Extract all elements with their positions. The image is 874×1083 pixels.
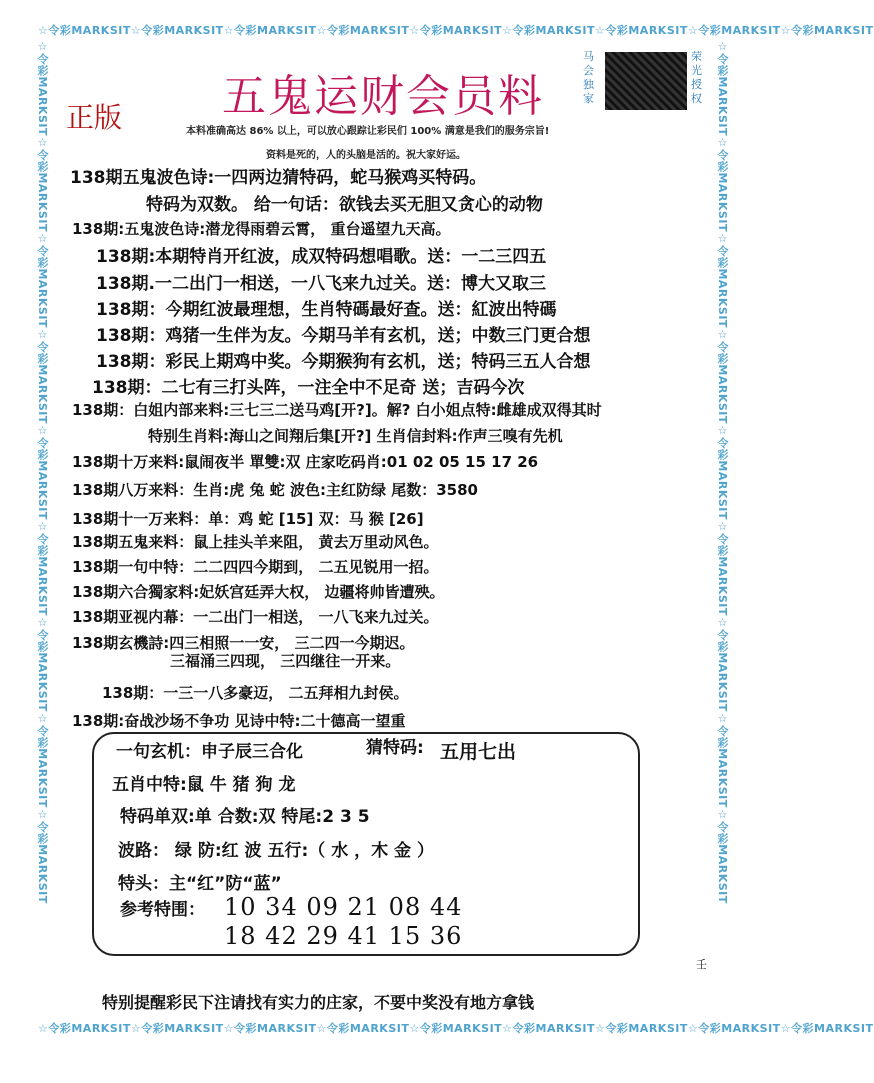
box-odd-even: 特码单双:单 合数:双 特尾:2 3 5 xyxy=(120,807,370,827)
text-line: 138期八万来料：生肖:虎 兔 蛇 波色:主红防绿 尾数：3580 xyxy=(72,481,478,499)
text-line: 138期:五鬼波色诗:潜龙得雨碧云霄， 重台遥望九天高。 xyxy=(72,220,451,238)
tagline-2: 资料是死的，人的头脑是活的。祝大家好运。 xyxy=(266,150,466,161)
text-line: 138期：二七有三打头阵，一注全中不足奇 送；吉码今次 xyxy=(92,378,525,398)
text-line: 138期：今期红波最理想，生肖特碼最好查。送：紅波出特碼 xyxy=(96,300,557,320)
text-line: 138期五鬼波色诗:一四两边猜特码，蛇马猴鸡买特码。 xyxy=(70,168,487,188)
text-line: 138期亚视内幕：一二出门一相送， 一八飞来九过关。 xyxy=(72,608,439,626)
text-line: 138期玄機詩:四三相照一一安， 三二四一今期迟。 xyxy=(72,634,415,652)
text-line: 138期.一二出门一相送，一八飞来九过关。送：博大又取三 xyxy=(96,274,546,294)
text-line: 138期五鬼来料：鼠上挂头羊来阻， 黄去万里动风色。 xyxy=(72,533,439,551)
text-line: 138期六合獨家料:妃妖宫廷弄大权， 边疆将帅皆遭殃。 xyxy=(72,583,445,601)
footer-notice: 特别提醒彩民下注请找有实力的庄家，不要中奖没有地方拿钱 xyxy=(102,993,535,1012)
qr-right-label: 荣光授权 xyxy=(691,50,702,105)
qr-left-label: 马会独家 xyxy=(583,50,594,105)
page-title: 五鬼运财会员料 xyxy=(222,71,544,122)
ref-numbers-row-2: 18 42 29 41 15 36 xyxy=(224,922,463,950)
box-ref-label: 参考特围： xyxy=(120,900,205,920)
qr-code-icon xyxy=(605,52,687,110)
box-guess-label: 猜特码: xyxy=(366,738,424,758)
ref-numbers-row-1: 10 34 09 21 08 44 xyxy=(224,893,463,921)
watermark-border-right: ☆令彩MARKSIT☆令彩MARKSIT☆令彩MARKSIT☆令彩MARKSIT☆令彩MARKSIT☆令彩MARKSIT☆令彩MARKSIT☆令彩MARKSIT☆令彩MARKSIT xyxy=(716,40,729,904)
box-guess-value: 五用七出 xyxy=(440,741,517,763)
qr-code-area xyxy=(583,50,713,112)
watermark-border-left: ☆令彩MARKSIT☆令彩MARKSIT☆令彩MARKSIT☆令彩MARKSIT☆令彩MARKSIT☆令彩MARKSIT☆令彩MARKSIT☆令彩MARKSIT☆令彩MARKSIT xyxy=(36,40,49,904)
text-line: 三福涌三四现， 三四继往一开来。 xyxy=(170,652,401,670)
watermark-border-bottom: ☆令彩MARKSIT☆令彩MARKSIT☆令彩MARKSIT☆令彩MARKSIT☆令彩MARKSIT☆令彩MARKSIT☆令彩MARKSIT☆令彩MARKSIT☆令彩MARKSIT xyxy=(38,1022,874,1035)
text-line: 138期：鸡猪一生伴为友。今期马羊有玄机，送；中数三门更合想 xyxy=(96,326,591,346)
genuine-badge: 正版 xyxy=(66,101,123,134)
text-line: 138期：一三一八多豪迈， 二五拜相九封侯。 xyxy=(102,684,409,702)
watermark-border-top: ☆令彩MARKSIT☆令彩MARKSIT☆令彩MARKSIT☆令彩MARKSIT☆令彩MARKSIT☆令彩MARKSIT☆令彩MARKSIT☆令彩MARKSIT☆令彩MARKSIT xyxy=(38,24,874,37)
text-line: 138期十万来料:鼠闹夜半 單雙:双 庄家吃码肖:01 02 05 15 17 26 xyxy=(72,453,539,471)
text-line: 138期十一万来料：单：鸡 蛇 [15] 双：马 猴 [26] xyxy=(72,510,424,528)
text-line: 138期：白姐内部来料:三七三二送马鸡[开?]。解? 白小姐点特:雌雄成双得其时 xyxy=(72,401,602,419)
text-line: 138期:奋战沙场不争功 见诗中特:二十德高一望重 xyxy=(72,712,406,730)
text-line: 138期：彩民上期鸡中奖。今期猴狗有玄机，送；特码三五人合想 xyxy=(96,352,591,372)
tagline-1: 本料准确高达 86% 以上，可以放心跟踪让彩民们 100% 满意是我们的服务宗旨! xyxy=(186,126,550,137)
box-riddle: 一句玄机：申子辰三合化 xyxy=(116,742,303,762)
text-line: 138期:本期特肖开红波，成双特码想唱歌。送：一二三四五 xyxy=(96,247,547,267)
text-line: 138期一句中特：二二四四今期到， 二五见锐用一招。 xyxy=(72,558,439,576)
box-head: 特头：主“红”防“蓝” xyxy=(118,874,282,894)
box-wave-path: 波路： 绿 防:红 波 五行:（ 水 ，木 金 ） xyxy=(118,841,434,861)
side-mark: 壬 xyxy=(696,958,707,971)
text-line: 特码为双数。 给一句话：欲钱去买无胆又贪心的动物 xyxy=(146,195,543,215)
text-line: 特别生肖料:海山之间翔后集[开?] 生肖信封料:作声三嗅有先机 xyxy=(148,427,563,445)
box-five-zodiac: 五肖中特:鼠 牛 猪 狗 龙 xyxy=(112,775,296,795)
